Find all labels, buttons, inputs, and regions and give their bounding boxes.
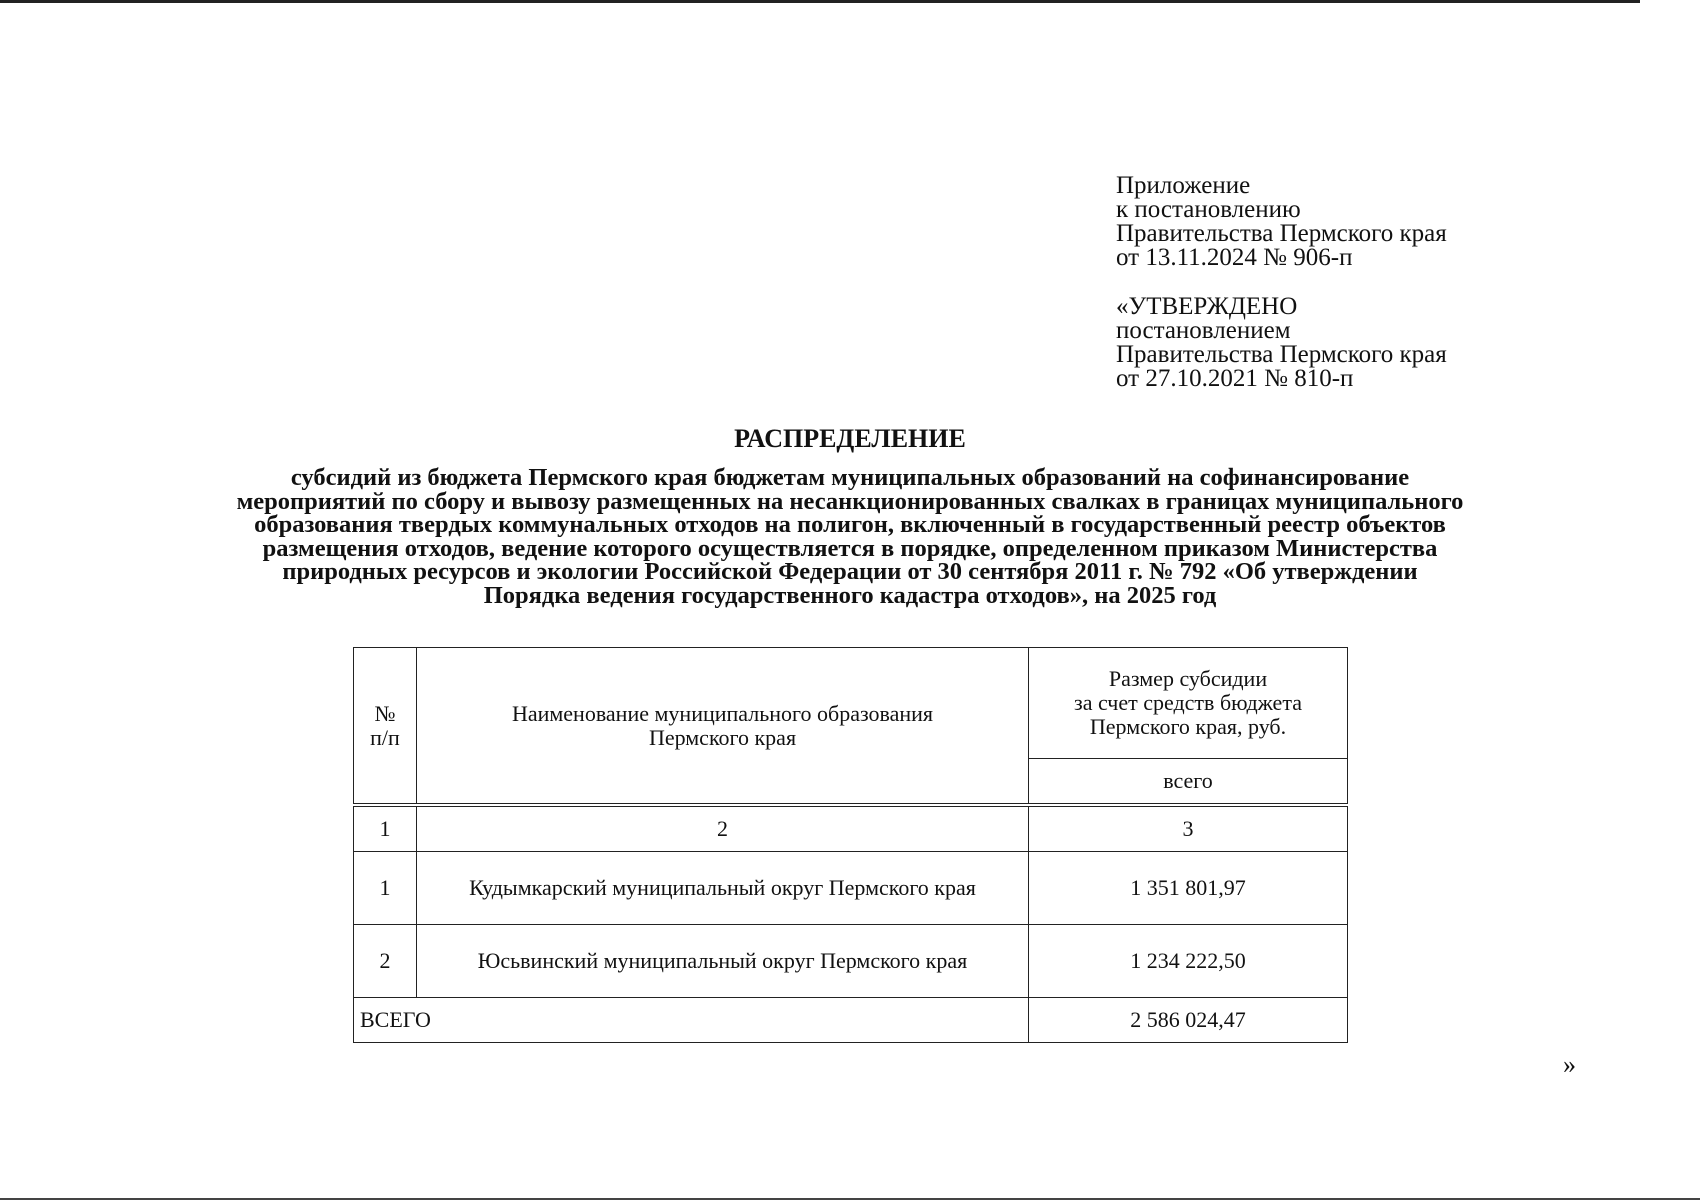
header-subsidy	[1029, 648, 1348, 759]
header-municipality	[417, 648, 1029, 806]
column-number-row	[354, 805, 1348, 852]
closing-quote: »	[1563, 1050, 1576, 1079]
row-amount: 1 351 801,97	[1029, 852, 1348, 925]
appendix-block	[1116, 174, 1447, 270]
approval-line: «УТВЕРЖДЕНО	[1116, 293, 1298, 320]
approval-line: от 27.10.2021 № 810-п	[1116, 365, 1354, 392]
subtitle-line: образования твердых коммунальных отходов на полигон, включенный в государственный реестр объектов	[254, 511, 1446, 538]
column-number: 2	[417, 805, 1029, 852]
table-row	[354, 852, 1348, 925]
header-subsidy-total: всего	[1029, 759, 1348, 806]
header-municipality-line: Наименование муниципального образования	[511, 700, 934, 726]
approval-block	[1116, 295, 1447, 391]
row-municipality: Кудымкарский муниципальный округ Пермского края	[417, 852, 1029, 925]
table-total-row	[354, 998, 1348, 1043]
header-number-text: № п/п	[370, 700, 400, 750]
appendix-line: от 13.11.2024 № 906-п	[1116, 244, 1353, 271]
row-municipality: Юсьвинский муниципальный округ Пермского края	[417, 925, 1029, 998]
distribution-table	[353, 647, 1348, 1043]
approval-line: Правительства Пермского края	[1116, 341, 1447, 368]
header-number	[354, 648, 417, 806]
subtitle-line: мероприятий по сбору и вывозу размещенных на несанкционированных свалках в границах муниципального	[236, 487, 1464, 515]
header-subsidy-line: Размер субсидии	[1108, 666, 1268, 691]
document-title: РАСПРЕДЕЛЕНИЕ	[734, 424, 966, 453]
appendix-line: к постановлению	[1116, 196, 1301, 223]
subtitle-line: природных ресурсов и экологии Российской Федерации от 30 сентября 2011 г. № 792 «Об утверждении	[282, 558, 1418, 585]
total-amount: 2 586 024,47	[1029, 998, 1348, 1043]
column-number: 1	[354, 805, 417, 852]
column-number: 3	[1029, 805, 1348, 852]
page-top-rule	[0, 0, 1640, 3]
approval-line: постановлением	[1116, 317, 1291, 344]
subtitle-line: Порядка ведения государственного кадастра отходов», на 2025 год	[483, 581, 1217, 609]
subtitle-line: субсидий из бюджета Пермского края бюджетам муниципальных образований на софинансирование	[290, 464, 1410, 491]
header-subsidy-line: Пермского края, руб.	[1089, 714, 1287, 739]
total-label: ВСЕГО	[354, 998, 1029, 1043]
document-subtitle	[130, 466, 1570, 607]
row-number: 2	[354, 925, 417, 998]
appendix-line: Правительства Пермского края	[1116, 220, 1447, 247]
header-subsidy-line: за счет средств бюджета	[1074, 690, 1302, 715]
row-amount: 1 234 222,50	[1029, 925, 1348, 998]
subtitle-line: размещения отходов, ведение которого осуществляется в порядке, определенном приказом Министерства	[262, 534, 1438, 562]
row-number: 1	[354, 852, 417, 925]
appendix-line: Приложение	[1116, 172, 1251, 199]
table-header-row	[354, 648, 1348, 759]
header-municipality-line: Пермского края	[648, 724, 797, 750]
table-row	[354, 925, 1348, 998]
